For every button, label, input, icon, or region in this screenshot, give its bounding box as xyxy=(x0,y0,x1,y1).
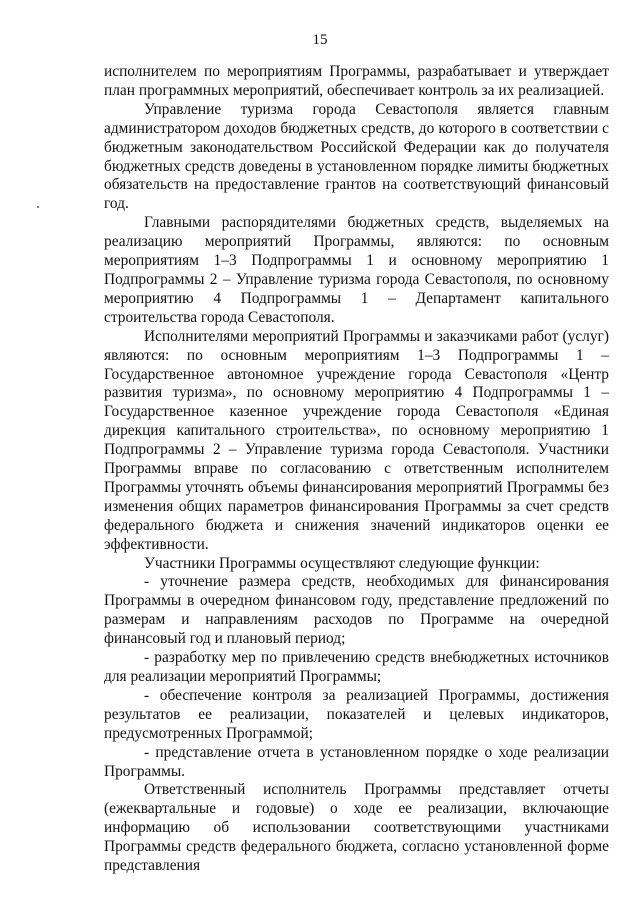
paragraph-executor-continuation: исполнителем по мероприятиям Программы, разрабатывает и утверждает план программных мероприятий, обеспечивает контроль за их реализацией. xyxy=(104,63,609,99)
list-item-progress-report: - представление отчета в установленном порядке о ходе реализации Программы. xyxy=(104,743,609,780)
paragraph-main-budget-managers: Главными распорядителями бюджетных средств, выделяемых на реализацию мероприятий Программы, являются: по основным мероприятиям 1–3 Подпрограммы 1 и основному мероприятию 1 Подпрограммы 2 – Управление туризма города Севастополя, по основному мероприятию 4 Подпрограммы 1 – Департамент капитального строительства города Севастополя. xyxy=(104,214,609,326)
paragraph-responsible-executor-reports: Ответственный исполнитель Программы представляет отчеты (ежеквартальные и годовые) о ходе ее реализации, включающие информацию об использовании соответствующими участниками Программы средств федерального бюджета, согласно установленной форме представления xyxy=(104,781,609,875)
paragraph-executors-and-customers: Исполнителями мероприятий Программы и заказчиками работ (услуг) являются: по основным мероприятиям 1–3 Подпрограммы 1 – Государственное автономное учреждение города Севастополя «Центр развития туризма», по основному мероприятию 4 Подпрограммы 1 – Государственное казенное учреждение города Севастополя «Единая дирекция капитального строительства», по основному мероприятию 1 Подпрограммы 2 – Управление туризма города Севастополя. Участники Программы вправе по согласованию с ответственным исполнителем Программы уточнять объемы финансирования мероприятий Программы без изменения общих параметров финансирования Программы за счет средств федерального бюджета и снижения значений индикаторов оценки ее эффективности. xyxy=(104,327,609,553)
paragraph-tourism-administration: Управление туризма города Севастополя является главным администратором доходов бюджетных средств, до которого в соответствии с бюджетным законодательством Российской Федерации как до получателя бюджетных средств доведены в установленном порядке лимиты бюджетных обязательств на предоставление грантов на соответствующий финансовый год. xyxy=(104,100,609,213)
scan-speck xyxy=(37,206,39,208)
page-number: 15 xyxy=(312,32,328,48)
document-body xyxy=(104,63,609,876)
list-item-implementation-control: - обеспечение контроля за реализацией Программы, достижения результатов ее реализации, показателей и целевых индикаторов, предусмотренных Программой; xyxy=(104,686,609,742)
list-item-extrabudgetary-measures: - разработку мер по привлечению средств внебюджетных источников для реализации мероприятий Программы; xyxy=(104,649,609,685)
list-item-funding-clarification: - уточнение размера средств, необходимых для финансирования Программы в очередном финансовом году, представление предложений по размерам и направлениям расходов по Программе на очередной финансовый год и плановый период; xyxy=(104,573,609,648)
paragraph-participants-functions-intro: Участники Программы осуществляют следующие функции: xyxy=(144,554,540,572)
